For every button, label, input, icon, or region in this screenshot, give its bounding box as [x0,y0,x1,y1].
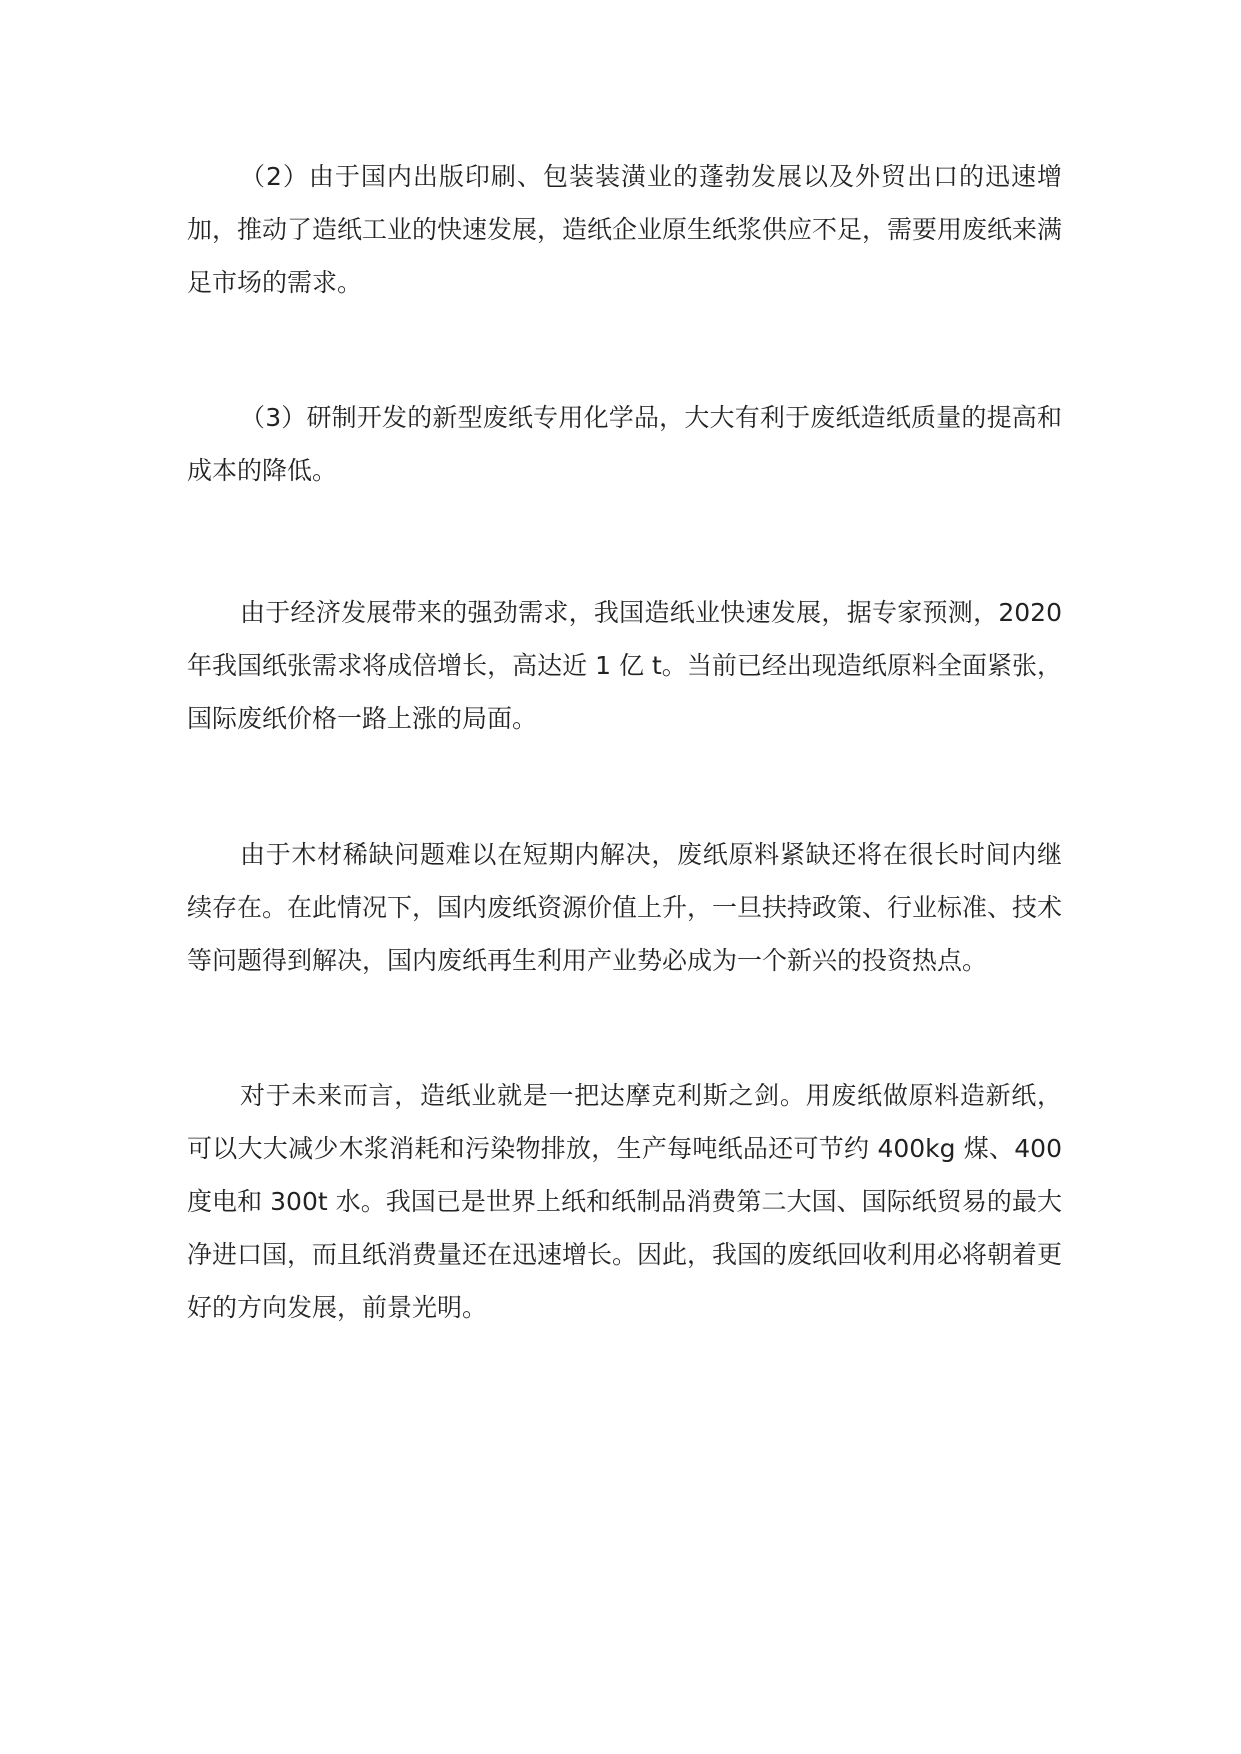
paragraph-wood-shortage: 由于木材稀缺问题难以在短期内解决，废纸原料紧缺还将在很长时间内继续存在。在此情况下，国内废纸资源价值上升，一旦扶持政策、行业标准、技术等问题得到解决，国内废纸再生利用产业势必成为一个新兴的投资热点。 [187,840,1063,975]
paragraph-demand-forecast: 由于经济发展带来的强劲需求，我国造纸业快速发展，据专家预测，2020年我国纸张需求将成倍增长，高达近 1 亿 t。当前已经出现造纸原料全面紧张，国际废纸价格一路上涨的局面。 [187,598,1062,733]
paragraph-outlook: 对于未来而言，造纸业就是一把达摩克利斯之剑。用废纸做原料造新纸，可以大大减少木浆消耗和污染物排放，生产每吨纸品还可节约 400kg 煤、400度电和 300t 水。我国已是世界上纸和纸制品消费第二大国、国际纸贸易的最大净进口国，而且纸消费量还在迅速增长。因此，我国的废纸回收利用必将朝着更好的方向发展，前景光明。 [187,1081,1063,1322]
paragraph-chemicals: （3）研制开发的新型废纸专用化学品，大大有利于废纸造纸质量的提高和成本的降低。 [187,403,1062,485]
paragraph-import-demand: （2）由于国内出版印刷、包装装潢业的蓬勃发展以及外贸出口的迅速增加，推动了造纸工业的快速发展，造纸企业原生纸浆供应不足，需要用废纸来满足市场的需求。 [187,162,1063,297]
